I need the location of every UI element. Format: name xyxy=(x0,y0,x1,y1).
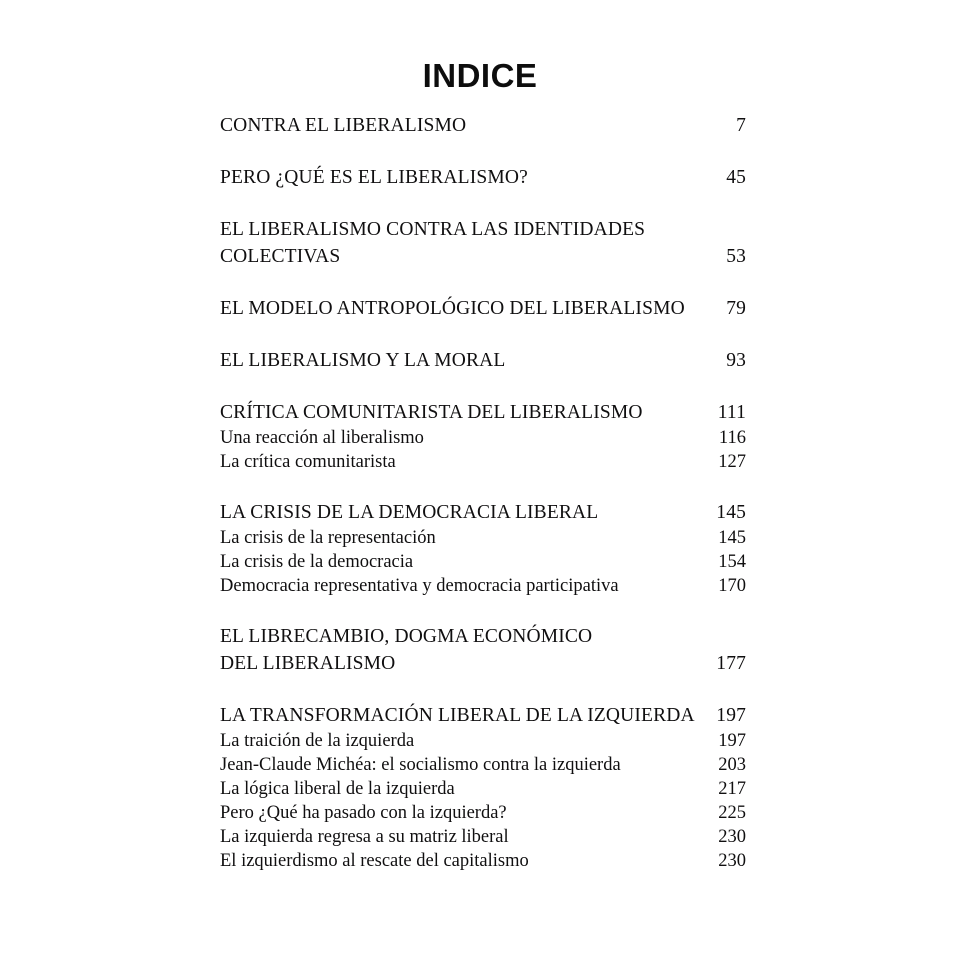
chapter-title-line: PERO ¿QUÉ ES EL LIBERALISMO? xyxy=(220,167,528,188)
toc-chapter-row[interactable] xyxy=(220,499,746,526)
toc-chapter-row[interactable] xyxy=(220,650,746,677)
toc-chapter-row[interactable] xyxy=(220,164,746,191)
chapter-page-number: 111 xyxy=(717,402,746,423)
toc-group xyxy=(220,295,746,322)
entry-title: Una reacción al liberalismo xyxy=(220,428,424,448)
toc-chapter-row[interactable] xyxy=(220,295,746,322)
chapter-title-line: LA TRANSFORMACIÓN LIBERAL DE LA IZQUIERDA xyxy=(220,705,695,726)
chapter-page-number: 53 xyxy=(726,246,746,267)
toc-entry-row[interactable] xyxy=(220,450,746,474)
chapter-page-number: 197 xyxy=(716,705,746,726)
toc-group xyxy=(220,216,746,270)
toc-entry-row[interactable] xyxy=(220,729,746,753)
chapter-page-number: 79 xyxy=(726,298,746,319)
toc-group xyxy=(220,399,746,474)
entry-page-number: 217 xyxy=(718,779,746,799)
entry-title: Democracia representativa y democracia participativa xyxy=(220,576,619,596)
toc-group xyxy=(220,164,746,191)
toc-group xyxy=(220,347,746,374)
chapter-page-number: 45 xyxy=(726,167,746,188)
chapter-page-number: 93 xyxy=(726,350,746,371)
chapter-title-line: DEL LIBERALISMO xyxy=(220,653,396,674)
toc-group xyxy=(220,623,746,677)
toc-entry-row[interactable] xyxy=(220,777,746,801)
page-title: INDICE xyxy=(422,57,538,94)
chapter-title-line: EL MODELO ANTROPOLÓGICO DEL LIBERALISMO xyxy=(220,298,685,319)
entry-title: La crítica comunitarista xyxy=(220,452,396,472)
toc-group xyxy=(220,112,746,139)
chapter-title-line: CRÍTICA COMUNITARISTA DEL LIBERALISMO xyxy=(220,402,643,423)
entry-title: La izquierda regresa a su matriz liberal xyxy=(220,827,509,847)
toc-group xyxy=(220,702,746,873)
entry-title: El izquierdismo al rescate del capitalismo xyxy=(220,851,529,871)
entry-page-number: 230 xyxy=(718,827,746,847)
entry-page-number: 154 xyxy=(718,552,746,572)
toc-chapter-row[interactable] xyxy=(220,399,746,426)
entry-page-number: 145 xyxy=(718,528,746,548)
chapter-title-line: LA CRISIS DE LA DEMOCRACIA LIBERAL xyxy=(220,502,599,523)
chapter-page-number: 145 xyxy=(716,502,746,523)
entry-page-number: 225 xyxy=(718,803,746,823)
entry-page-number: 230 xyxy=(718,851,746,871)
toc-chapter-row[interactable] xyxy=(220,112,746,139)
toc-chapter-row[interactable] xyxy=(220,702,746,729)
toc-entry-row[interactable] xyxy=(220,801,746,825)
toc-chapter-row[interactable] xyxy=(220,243,746,270)
toc-entry-row[interactable] xyxy=(220,426,746,450)
entry-page-number: 170 xyxy=(718,576,746,596)
toc-entry-row[interactable] xyxy=(220,526,746,550)
toc-entry-row[interactable] xyxy=(220,825,746,849)
chapter-title-line[interactable]: EL LIBRECAMBIO, DOGMA ECONÓMICO xyxy=(220,626,593,647)
entry-title: Pero ¿Qué ha pasado con la izquierda? xyxy=(220,803,507,823)
entry-page-number: 116 xyxy=(718,428,746,448)
toc-chapter-row[interactable] xyxy=(220,347,746,374)
chapter-page-number: 7 xyxy=(736,115,746,136)
entry-page-number: 127 xyxy=(718,452,746,472)
table-of-contents xyxy=(220,112,746,873)
entry-page-number: 197 xyxy=(718,731,746,751)
entry-title: La lógica liberal de la izquierda xyxy=(220,779,455,799)
chapter-title-line: EL LIBERALISMO Y LA MORAL xyxy=(220,350,506,371)
chapter-title-line[interactable]: EL LIBERALISMO CONTRA LAS IDENTIDADES xyxy=(220,219,646,240)
toc-entry-row[interactable] xyxy=(220,574,746,598)
chapter-title-line: CONTRA EL LIBERALISMO xyxy=(220,115,467,136)
entry-title: La crisis de la democracia xyxy=(220,552,414,572)
entry-title: Jean-Claude Michéa: el socialismo contra la izquierda xyxy=(220,755,621,775)
toc-entry-row[interactable] xyxy=(220,849,746,873)
chapter-page-number: 177 xyxy=(716,653,746,674)
chapter-title-line: COLECTIVAS xyxy=(220,246,341,267)
toc-entry-row[interactable] xyxy=(220,550,746,574)
toc-entry-row[interactable] xyxy=(220,753,746,777)
entry-title: La crisis de la representación xyxy=(220,528,436,548)
entry-title: La traición de la izquierda xyxy=(220,731,415,751)
toc-group xyxy=(220,499,746,598)
entry-page-number: 203 xyxy=(718,755,746,775)
